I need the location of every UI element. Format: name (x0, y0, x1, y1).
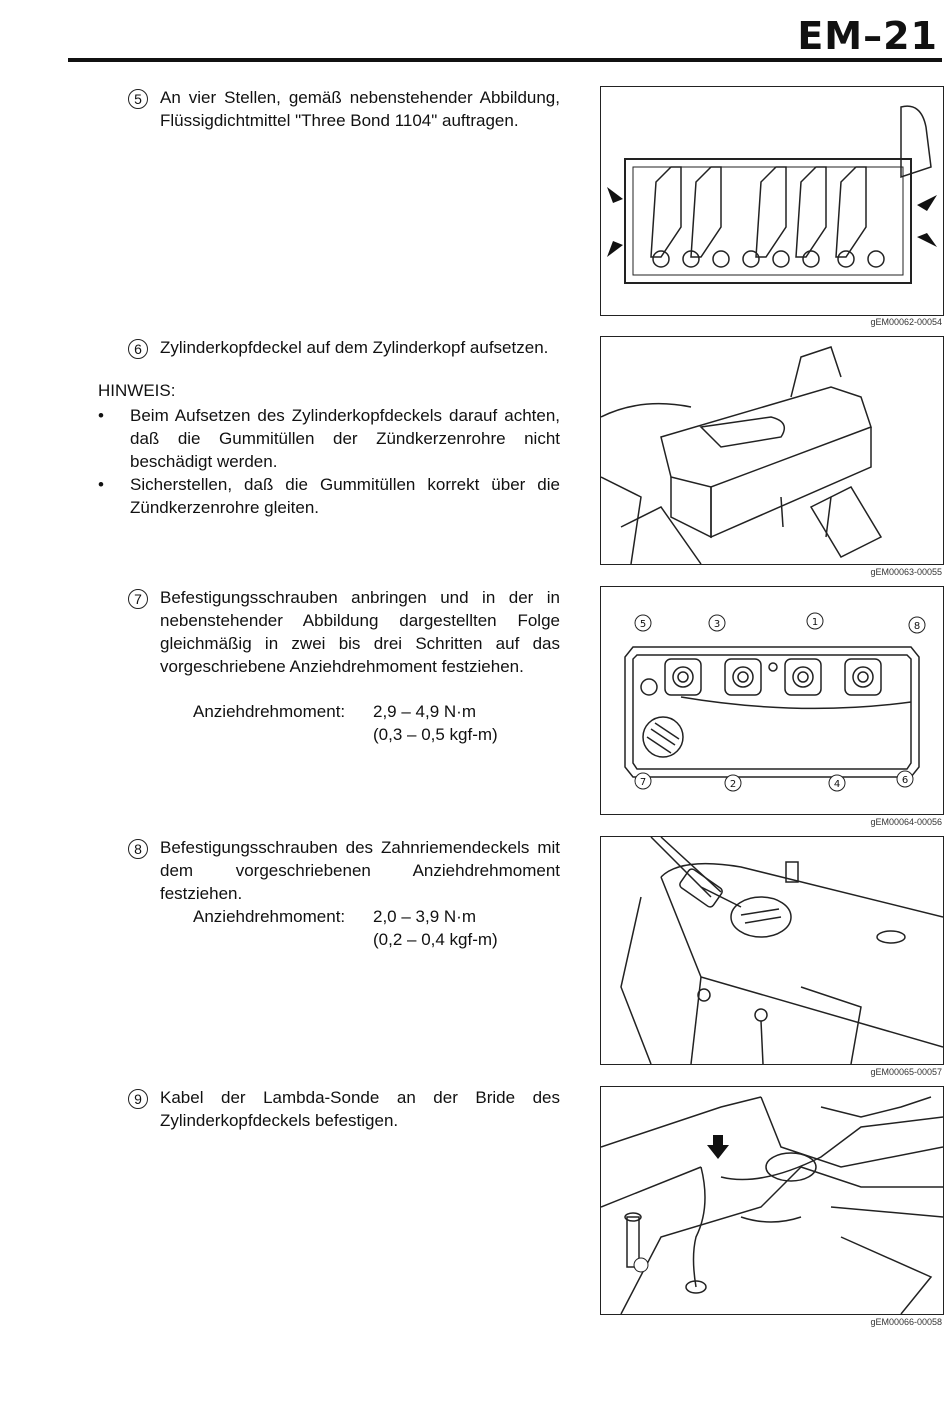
torque-spec (193, 700, 498, 746)
figure-caption: gEM00062-00054 (870, 317, 942, 327)
step-number: 5 (128, 89, 148, 109)
note-bullet-text: Sicherstellen, daß die Gummitüllen korrekt über die Zündkerzenrohre gleiten. (130, 475, 560, 517)
figure-caption: gEM00063-00055 (870, 567, 942, 577)
torque-label: Anziehdrehmoment: (193, 907, 346, 926)
bullet-dot: • (98, 475, 104, 494)
callout-label: 3 (713, 619, 721, 630)
torque-value-kgf: (0,3 – 0,5 kgf-m) (373, 725, 498, 744)
note-title: HINWEIS: (98, 381, 176, 400)
illustration-cover-placement (601, 337, 943, 564)
illustration-timing-belt-cover (601, 837, 943, 1064)
header-rule (68, 58, 942, 62)
figure-caption: gEM00064-00056 (870, 817, 942, 827)
note-bullet-text: Beim Aufsetzen des Zylinderkopfdeckels darauf achten, daß die Gummitüllen der Zündkerzenrohre nicht beschädigt werden. (130, 406, 560, 471)
figure-caption: gEM00065-00057 (870, 1067, 942, 1077)
step-number: 7 (128, 589, 148, 609)
page-number: EM–21 (797, 14, 938, 58)
step-number: 9 (128, 1089, 148, 1109)
torque-spec (193, 905, 498, 951)
step-text: Befestigungsschrauben des Zahnriemendeckels mit dem vorgeschriebenen Anziehdrehmoment festziehen. (160, 838, 560, 903)
step-text: Befestigungsschrauben anbringen und in der in nebenstehender Abbildung dargestellten Folge gleichmäßig in zwei bis drei Schritten auf das vorgeschriebene Anziehdrehmoment festziehen. (160, 588, 560, 676)
step-text: Zylinderkopfdeckel auf dem Zylinderkopf aufsetzen. (160, 338, 549, 357)
callout-label: 6 (901, 775, 909, 786)
note-bullet (98, 404, 560, 473)
callout-label: 5 (639, 619, 647, 630)
step-number: 6 (128, 339, 148, 359)
callout-label: 1 (811, 617, 819, 628)
callout-label: 8 (913, 621, 921, 632)
step-text: An vier Stellen, gemäß nebenstehender Abbildung, Flüssigdichtmittel "Three Bond 1104" auftragen. (160, 88, 560, 130)
illustration-cylinder-head (601, 87, 943, 315)
torque-value-kgf: (0,2 – 0,4 kgf-m) (373, 930, 498, 949)
callout-label: 2 (729, 779, 737, 790)
note-bullet (98, 473, 560, 519)
step-text: Kabel der Lambda-Sonde an der Bride des Zylinderkopfdeckels befestigen. (160, 1088, 560, 1130)
figure-timing-belt-cover (600, 836, 944, 1065)
figure-tightening-sequence (600, 586, 944, 815)
torque-label: Anziehdrehmoment: (193, 702, 346, 721)
figure-cover-placement (600, 336, 944, 565)
torque-value-nm: 2,0 – 3,9 N·m (373, 907, 476, 926)
illustration-tightening-sequence (601, 587, 943, 814)
torque-value-nm: 2,9 – 4,9 N·m (373, 702, 476, 721)
bullet-dot: • (98, 406, 104, 425)
step-number: 8 (128, 839, 148, 859)
illustration-lambda-sensor (601, 1087, 943, 1314)
figure-valve-cover-sealant (600, 86, 944, 316)
callout-label: 7 (639, 777, 647, 788)
figure-caption: gEM00066-00058 (870, 1317, 942, 1327)
figure-lambda-sensor-cable (600, 1086, 944, 1315)
callout-label: 4 (833, 779, 841, 790)
